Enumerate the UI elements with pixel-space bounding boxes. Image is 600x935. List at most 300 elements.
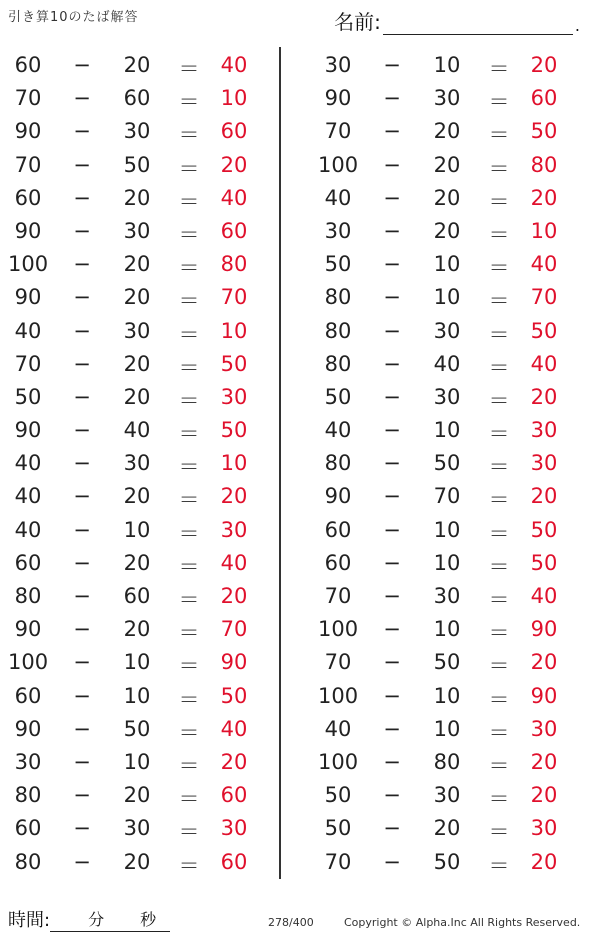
subtrahend: 40 [433,351,461,376]
answer: 70 [220,617,248,642]
minuend: 50 [324,384,352,409]
answer: 20 [530,650,558,675]
answer: 80 [220,252,248,277]
subtrahend: 30 [433,86,461,111]
equals-sign: ＝ [178,720,200,745]
problem-row [0,349,280,382]
equals-sign: ＝ [178,156,200,181]
problem-row [310,183,590,216]
minuend: 60 [14,53,42,77]
equals-sign: ＝ [178,554,200,579]
minus-sign: − [73,218,91,243]
equals-sign: ＝ [488,720,510,745]
equals-sign: ＝ [178,820,200,845]
minus-sign: − [383,351,401,376]
minus-sign: − [73,185,91,210]
equals-sign: ＝ [178,654,200,679]
problem-row [0,415,280,448]
answer: 50 [530,119,558,144]
name-area [334,6,580,35]
minuend: 70 [324,119,352,144]
problem-row [310,847,590,880]
answer: 40 [530,584,558,608]
minus-sign: − [73,86,91,111]
problem-row [0,183,280,216]
minus-sign: − [73,119,91,144]
equals-sign: ＝ [178,853,200,878]
equals-sign: ＝ [488,488,510,513]
problem-row [0,780,280,813]
minuend: 90 [14,218,42,243]
answer: 40 [220,716,248,741]
subtrahend: 20 [123,849,151,874]
minuend: 90 [14,119,42,144]
answer: 10 [220,318,248,343]
minuend: 90 [14,617,42,642]
problem-row [0,548,280,581]
problem-row [310,548,590,581]
answer: 80 [530,152,558,177]
answer: 90 [530,683,558,708]
answer: 30 [220,384,248,409]
minus-sign: − [73,816,91,841]
subtrahend: 10 [433,53,461,77]
subtrahend: 30 [123,218,151,243]
subtrahend: 60 [123,86,151,111]
minus-sign: − [73,650,91,675]
problem-row [310,714,590,747]
answer: 50 [530,318,558,343]
problem-row [0,647,280,680]
equals-sign: ＝ [488,588,510,612]
answer: 20 [530,484,558,509]
problem-row [310,382,590,415]
equals-sign: ＝ [488,222,510,247]
minuend: 70 [14,86,42,111]
equals-sign: ＝ [178,355,200,380]
equals-sign: ＝ [178,57,200,81]
minus-sign: − [73,683,91,708]
answer: 60 [220,218,248,243]
minus-sign: − [383,218,401,243]
subtrahend: 30 [433,318,461,343]
subtrahend: 10 [433,716,461,741]
minuend: 60 [14,816,42,841]
minuend: 80 [324,351,352,376]
minus-sign: − [73,152,91,177]
name-dot: . [574,16,580,35]
problem-row [0,448,280,481]
minuend: 100 [318,152,359,177]
minuend: 90 [14,285,42,310]
problem-row [0,150,280,183]
minus-sign: − [73,783,91,808]
minus-sign: − [383,716,401,741]
minuend: 50 [14,384,42,409]
minus-sign: − [383,484,401,509]
subtrahend: 20 [123,53,151,77]
minuend: 40 [14,451,42,476]
minuend: 40 [14,484,42,509]
minuend: 70 [324,584,352,608]
minus-sign: − [73,517,91,542]
subtrahend: 20 [433,218,461,243]
subtrahend: 10 [123,749,151,774]
answer: 50 [530,550,558,575]
problem-row [0,813,280,846]
answer: 40 [220,53,248,77]
answer: 40 [220,550,248,575]
answer: 70 [220,285,248,310]
minuend: 80 [14,783,42,808]
minus-sign: − [383,617,401,642]
problem-row [0,83,280,116]
answer: 60 [220,119,248,144]
problem-row [310,581,590,614]
equals-sign: ＝ [178,488,200,513]
minus-sign: − [383,783,401,808]
answer: 30 [530,451,558,476]
minus-sign: − [383,86,401,111]
minus-sign: − [383,119,401,144]
minuend: 80 [324,318,352,343]
equals-sign: ＝ [488,654,510,679]
answer: 90 [530,617,558,642]
minus-sign: − [73,550,91,575]
problem-row [0,249,280,282]
time-label: 時間: [8,910,51,931]
answer: 30 [220,816,248,841]
answer: 60 [220,849,248,874]
minuend: 80 [14,584,42,608]
problem-row [310,349,590,382]
equals-sign: ＝ [488,256,510,281]
copyright-notice: Copyright © Alpha.Inc All Rights Reserved. [344,916,581,929]
minus-sign: − [383,384,401,409]
subtrahend: 10 [123,650,151,675]
minus-sign: − [383,683,401,708]
minuend: 90 [324,86,352,111]
minus-sign: − [73,749,91,774]
minus-sign: − [73,351,91,376]
subtrahend: 50 [123,152,151,177]
equals-sign: ＝ [178,256,200,281]
minuend: 70 [324,849,352,874]
problem-row [0,50,280,83]
problem-row [0,116,280,149]
subtrahend: 10 [433,252,461,277]
minuend: 60 [14,185,42,210]
minuend: 80 [324,451,352,476]
problem-row [0,316,280,349]
subtrahend: 50 [433,849,461,874]
subtrahend: 70 [433,484,461,509]
seconds-label: 秒 [140,910,157,929]
subtrahend: 10 [433,517,461,542]
equals-sign: ＝ [178,521,200,546]
right-problem-column [310,50,590,880]
answer: 20 [530,384,558,409]
minus-sign: − [383,849,401,874]
minuend: 100 [8,252,49,277]
problem-row [310,249,590,282]
subtrahend: 20 [123,384,151,409]
minus-sign: − [383,451,401,476]
minuend: 50 [324,816,352,841]
problem-row [310,681,590,714]
equals-sign: ＝ [178,621,200,646]
answer: 10 [220,451,248,476]
minus-sign: − [73,285,91,310]
subtrahend: 60 [123,584,151,608]
equals-sign: ＝ [488,123,510,148]
answer: 20 [220,749,248,774]
minuend: 60 [14,683,42,708]
minuend: 80 [324,285,352,310]
problem-row [0,614,280,647]
equals-sign: ＝ [488,156,510,181]
subtrahend: 20 [433,152,461,177]
equals-sign: ＝ [488,820,510,845]
answer: 30 [530,418,558,443]
answer: 20 [530,185,558,210]
answer: 20 [220,584,248,608]
problem-row [310,647,590,680]
answer: 60 [220,783,248,808]
minuend: 70 [14,351,42,376]
time-area [8,906,170,932]
name-field[interactable] [383,12,573,35]
equals-sign: ＝ [488,753,510,778]
minus-sign: − [73,584,91,608]
minuend: 30 [324,218,352,243]
minus-sign: − [73,418,91,443]
equals-sign: ＝ [178,222,200,247]
problem-row [0,515,280,548]
minuend: 50 [324,783,352,808]
minuend: 70 [324,650,352,675]
problem-row [0,847,280,880]
equals-sign: ＝ [178,90,200,115]
minus-sign: − [383,816,401,841]
left-problem-column [0,50,280,880]
answer: 90 [220,650,248,675]
answer: 20 [530,849,558,874]
minus-sign: − [73,617,91,642]
subtrahend: 50 [123,716,151,741]
time-field[interactable] [50,909,170,932]
minuend: 40 [14,517,42,542]
minus-sign: − [383,550,401,575]
minus-sign: − [383,318,401,343]
minus-sign: − [383,517,401,542]
problem-row [310,316,590,349]
answer: 30 [530,716,558,741]
minus-sign: − [383,152,401,177]
problem-row [0,747,280,780]
minus-sign: − [383,252,401,277]
minuend: 40 [324,418,352,443]
problem-row [310,150,590,183]
equals-sign: ＝ [488,455,510,480]
subtrahend: 20 [123,351,151,376]
minus-sign: − [383,53,401,77]
problem-row [0,382,280,415]
subtrahend: 20 [123,617,151,642]
answer: 20 [220,152,248,177]
problem-row [0,481,280,514]
minuend: 100 [318,683,359,708]
subtrahend: 40 [123,418,151,443]
answer: 40 [220,185,248,210]
subtrahend: 30 [123,451,151,476]
minuend: 80 [14,849,42,874]
minuend: 60 [14,550,42,575]
equals-sign: ＝ [488,787,510,812]
equals-sign: ＝ [488,621,510,646]
minuend: 30 [14,749,42,774]
equals-sign: ＝ [488,388,510,413]
subtrahend: 10 [433,285,461,310]
equals-sign: ＝ [488,322,510,347]
equals-sign: ＝ [178,322,200,347]
worksheet-title: 引き算10のたば解答 [8,10,139,25]
minus-sign: − [383,185,401,210]
subtrahend: 20 [123,285,151,310]
answer: 60 [530,86,558,111]
equals-sign: ＝ [178,687,200,712]
subtrahend: 10 [433,418,461,443]
answer: 50 [220,683,248,708]
subtrahend: 30 [123,816,151,841]
equals-sign: ＝ [488,90,510,115]
equals-sign: ＝ [488,687,510,712]
minuend: 50 [324,252,352,277]
minuend: 100 [318,749,359,774]
problem-row [310,780,590,813]
subtrahend: 20 [433,816,461,841]
problem-row [310,515,590,548]
subtrahend: 20 [123,484,151,509]
minuend: 100 [8,650,49,675]
subtrahend: 20 [123,185,151,210]
problem-row [310,83,590,116]
subtrahend: 20 [123,550,151,575]
minus-sign: − [383,650,401,675]
subtrahend: 10 [123,517,151,542]
answer: 50 [530,517,558,542]
minus-sign: − [73,451,91,476]
answer: 70 [530,285,558,310]
subtrahend: 10 [123,683,151,708]
problem-row [310,116,590,149]
problem-row [310,813,590,846]
subtrahend: 50 [433,650,461,675]
name-label: 名前: [334,10,381,34]
minus-sign: − [73,484,91,509]
minus-sign: − [73,318,91,343]
equals-sign: ＝ [488,289,510,314]
subtrahend: 30 [433,783,461,808]
equals-sign: ＝ [178,189,200,214]
problem-row [310,50,590,83]
minutes-label: 分 [88,910,105,929]
subtrahend: 80 [433,749,461,774]
equals-sign: ＝ [178,388,200,413]
answer: 30 [220,517,248,542]
equals-sign: ＝ [178,123,200,148]
equals-sign: ＝ [488,422,510,447]
minus-sign: − [73,716,91,741]
answer: 20 [220,484,248,509]
minus-sign: − [383,285,401,310]
subtrahend: 10 [433,617,461,642]
equals-sign: ＝ [178,753,200,778]
minuend: 60 [324,550,352,575]
equals-sign: ＝ [488,355,510,380]
subtrahend: 20 [433,185,461,210]
equals-sign: ＝ [488,189,510,214]
minuend: 30 [324,53,352,77]
subtrahend: 20 [123,252,151,277]
equals-sign: ＝ [488,853,510,878]
subtrahend: 30 [433,384,461,409]
minuend: 40 [324,185,352,210]
problem-row [310,747,590,780]
minus-sign: − [73,252,91,277]
minuend: 100 [318,617,359,642]
equals-sign: ＝ [178,422,200,447]
subtrahend: 10 [433,550,461,575]
problem-row [310,481,590,514]
subtrahend: 10 [433,683,461,708]
equals-sign: ＝ [178,455,200,480]
minuend: 70 [14,152,42,177]
problem-row [0,216,280,249]
problem-row [310,282,590,315]
equals-sign: ＝ [488,554,510,579]
subtrahend: 30 [123,318,151,343]
answer: 20 [530,783,558,808]
problem-row [0,681,280,714]
problem-row [310,415,590,448]
minuend: 90 [14,716,42,741]
problem-row [310,216,590,249]
minuend: 90 [324,484,352,509]
answer: 20 [530,53,558,77]
answer: 40 [530,252,558,277]
answer: 10 [220,86,248,111]
equals-sign: ＝ [488,521,510,546]
minuend: 60 [324,517,352,542]
subtrahend: 20 [433,119,461,144]
answer: 20 [530,749,558,774]
minus-sign: − [383,749,401,774]
problem-row [310,614,590,647]
problem-row [0,282,280,315]
minus-sign: − [73,53,91,77]
minus-sign: − [73,849,91,874]
subtrahend: 30 [123,119,151,144]
equals-sign: ＝ [178,588,200,612]
answer: 40 [530,351,558,376]
page-number: 278/400 [268,916,314,929]
problem-row [310,448,590,481]
subtrahend: 30 [433,584,461,608]
minus-sign: − [73,384,91,409]
minus-sign: − [383,418,401,443]
subtrahend: 20 [123,783,151,808]
